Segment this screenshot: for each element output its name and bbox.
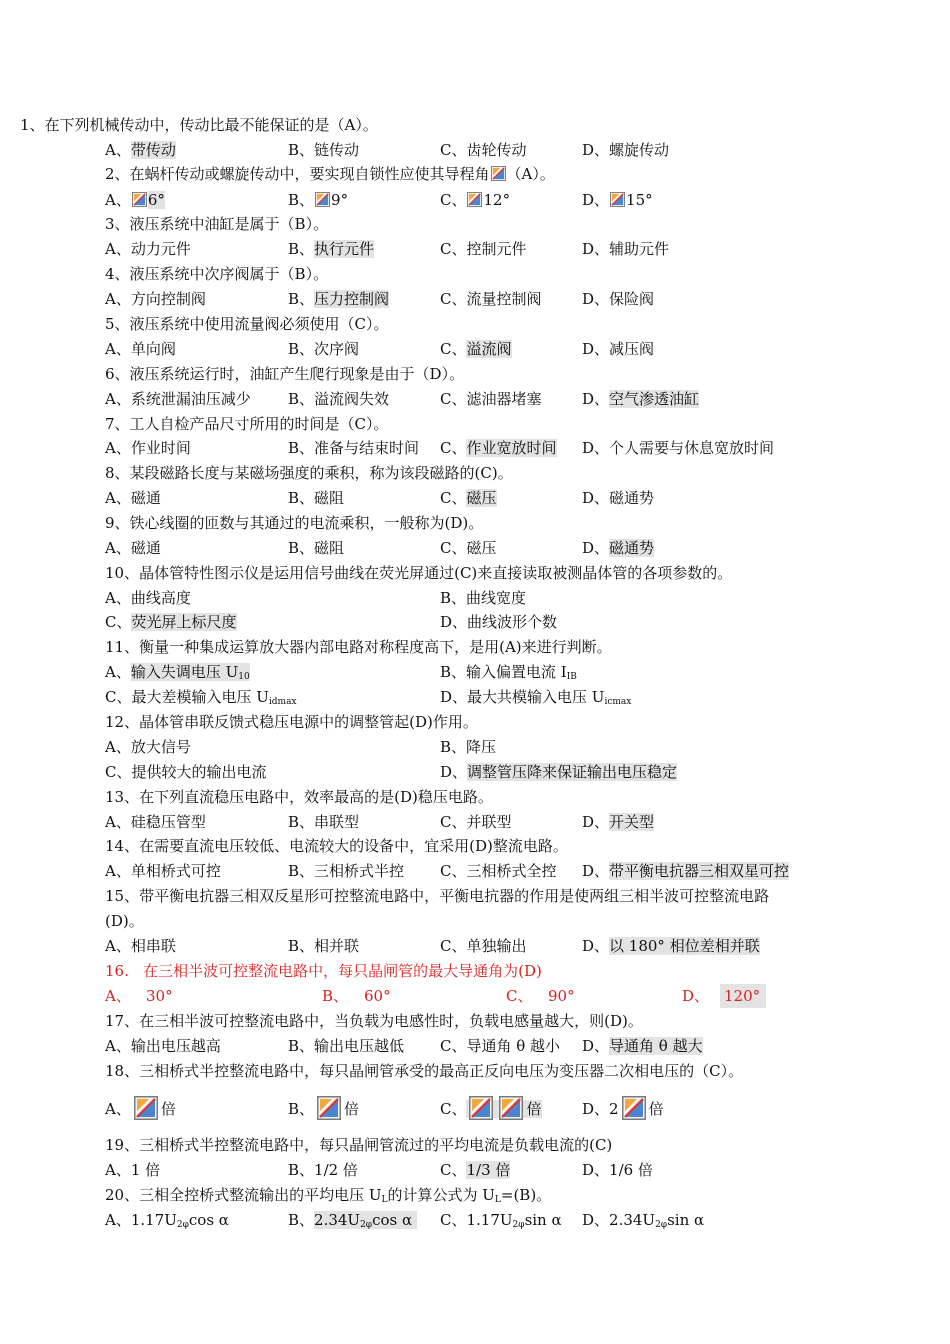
option-c: C、控制元件 [440, 240, 527, 258]
option-a: A、输入失调电压 $U_{10}$ [105, 663, 250, 682]
option-a: A、硅稳压管型 [105, 813, 206, 831]
question-stem: 4、液压系统中次序阀属于（B）。 [105, 265, 329, 283]
option-d: D、减压阀 [582, 340, 655, 358]
sqrt-formula-image-icon [132, 1096, 160, 1120]
option-a-label: A、 [105, 987, 131, 1005]
option-a: A、1 倍 [105, 1161, 161, 1179]
option-b: B、次序阀 [288, 340, 360, 358]
option-b: B、执行元件 [288, 240, 375, 258]
question-stem: 20、三相全控桥式整流输出的平均电压 $U_L$的计算公式为 $U_L=(B)$。 [105, 1186, 552, 1205]
option-c: C、三相桥式全控 [440, 862, 557, 880]
option-a: A、磁通 [105, 539, 161, 557]
option-d: D、 15° [582, 191, 653, 209]
option-b: B、压力控制阀 [288, 290, 390, 308]
option-b: B、磁阻 [288, 489, 345, 507]
option-a: A、输出电压越高 [105, 1037, 221, 1055]
option-b-value: 60° [364, 987, 391, 1005]
option-a: A、曲线高度 [105, 589, 191, 607]
option-c: C、导通角 θ 越小 [440, 1037, 561, 1055]
option-c: C、作业宽放时间 [440, 439, 557, 457]
option-c: C、并联型 [440, 813, 512, 831]
option-c: C、最大差模输入电压 $U_{idmax}$ [105, 688, 297, 707]
question-stem: 5、液压系统中使用流量阀必须使用（C）。 [105, 315, 389, 333]
option-c: C、1/3 倍 [440, 1161, 511, 1179]
option-d: D、螺旋传动 [582, 141, 670, 159]
angle-image-icon [610, 192, 625, 207]
question-stem: 19、三相桥式半控整流电路中，每只晶闸管流过的平均电流是负载电流的(C) [105, 1136, 613, 1154]
option-c: C、$1.17U_{2\varphi}\sin$ α [440, 1211, 562, 1230]
option-c: C、溢流阀 [440, 340, 512, 358]
option-c: C、 倍 [440, 1096, 542, 1122]
option-a: A、磁通 [105, 489, 161, 507]
option-d-value: 120° [720, 984, 766, 1008]
option-c: C、 12° [440, 191, 511, 209]
option-b: B、三相桥式半控 [288, 862, 405, 880]
option-c: C、齿轮传动 [440, 141, 527, 159]
option-a: A、相串联 [105, 937, 176, 955]
sqrt-formula-image-icon [620, 1096, 648, 1120]
option-d: D、以 180° 相位差相并联 [582, 937, 760, 955]
question-stem-continued: (D)。 [105, 912, 144, 930]
option-a: A、方向控制阀 [105, 290, 206, 308]
sqrt-formula-image-icon [315, 1096, 343, 1120]
option-a: A、单相桥式可控 [105, 862, 221, 880]
option-b: B、串联型 [288, 813, 360, 831]
option-d: D、2 倍 [582, 1096, 664, 1122]
option-c-value: 90° [548, 987, 575, 1005]
option-d: D、空气渗透油缸 [582, 390, 700, 408]
option-c: C、滤油器堵塞 [440, 390, 542, 408]
option-a-value: 30° [146, 987, 173, 1005]
option-d: D、曲线波形个数 [440, 613, 558, 631]
option-d: D、带平衡电抗器三相双星可控 [582, 862, 790, 880]
question-stem: 10、晶体管特性图示仪是运用信号曲线在荧光屏通过(C)来直接读取被测晶体管的各项参数的。 [105, 564, 733, 582]
option-b: B、磁阻 [288, 539, 345, 557]
option-a-answer: 带传动 [130, 141, 176, 159]
option-d: D、开关型 [582, 813, 655, 831]
question-stem: 16. 在三相半波可控整流电路中，每只晶闸管的最大导通角为(D) [105, 962, 542, 980]
option-b: B、 9° [288, 191, 349, 209]
question-stem: 13、在下列直流稳压电路中，效率最高的是(D)稳压电路。 [105, 788, 493, 806]
angle-image-icon [315, 192, 330, 207]
option-d: D、辅助元件 [582, 240, 670, 258]
option-c: C、磁压 [440, 489, 497, 507]
option-a: A、 倍 [105, 1096, 176, 1122]
option-d: D、导通角 θ 越大 [582, 1037, 703, 1055]
question-stem: 15、带平衡电抗器三相双反星形可控整流电路中，平衡电抗器的作用是使两组三相半波可控整流电路 [105, 887, 770, 905]
option-a: A、系统泄漏油压减少 [105, 390, 251, 408]
option-b: B、准备与结束时间 [288, 439, 420, 457]
question-stem: 14、在需要直流电压较低、电流较大的设备中，宜采用(D)整流电路。 [105, 837, 568, 855]
option-a: A、 6° [105, 191, 165, 209]
option-a: A、动力元件 [105, 240, 191, 258]
option-b: B、曲线宽度 [440, 589, 527, 607]
option-b: B、输入偏置电流 $I_{IB}$ [440, 663, 577, 682]
option-c: C、提供较大的输出电流 [105, 763, 267, 781]
question-stem: 3、液压系统中油缸是属于（B）。 [105, 215, 329, 233]
question-stem: 1、在下列机械传动中，传动比最不能保证的是（A）。 [20, 116, 378, 134]
option-b: B、溢流阀失效 [288, 390, 390, 408]
question-stem: 9、铁心线圈的匝数与其通过的电流乘积，一般称为(D)。 [105, 514, 484, 532]
angle-image-icon [467, 192, 482, 207]
option-d: D、1/6 倍 [582, 1161, 653, 1179]
option-d: D、磁通势 [582, 539, 655, 557]
question-stem: 8、某段磁路长度与某磁场强度的乘积，称为该段磁路的(C)。 [105, 464, 513, 482]
option-d: D、最大共模输入电压 $U_{icmax}$ [440, 688, 632, 707]
question-stem: 7、工人自检产品尺寸所用的时间是（C）。 [105, 415, 389, 433]
option-a: A、$1.17U_{2\varphi}\cos$ α [105, 1211, 229, 1230]
option-b: B、1/2 倍 [288, 1161, 358, 1179]
option-c: C、磁压 [440, 539, 497, 557]
lead-angle-image-icon [491, 166, 506, 181]
option-b: B、降压 [440, 738, 497, 756]
option-a-label: A、 [105, 141, 131, 159]
option-b: B、输出电压越低 [288, 1037, 405, 1055]
option-b: B、链传动 [288, 141, 360, 159]
option-c: C、单独输出 [440, 937, 527, 955]
question-stem: 2、在蜗杆传动或螺旋传动中，要实现自锁性应使其导程角 （A）。 [105, 165, 555, 183]
option-d: D、磁通势 [582, 489, 655, 507]
option-b: B、 倍 [288, 1096, 359, 1122]
option-a: A、单向阀 [105, 340, 176, 358]
option-d-label: D、 [682, 987, 710, 1005]
question-stem: 11、衡量一种集成运算放大器内部电路对称程度高下，是用(A)来进行判断。 [105, 638, 612, 656]
question-stem: 6、液压系统运行时，油缸产生爬行现象是由于（D）。 [105, 365, 465, 383]
option-c-label: C、 [506, 987, 533, 1005]
question-stem: 17、在三相半波可控整流电路中，当负载为电感性时，负载电感量越大，则(D)。 [105, 1012, 643, 1030]
sqrt-formula-image-icon [497, 1096, 525, 1120]
option-b-label: B、 [322, 987, 349, 1005]
option-c: C、荧光屏上标尺度 [105, 613, 237, 631]
question-stem: 18、三相桥式半控整流电路中，每只晶闸管承受的最高正反向电压为变压器二次相电压的（C）。 [105, 1062, 744, 1080]
option-d: D、$2.34U_{2\varphi}\sin$ α [582, 1211, 705, 1230]
option-d: D、调整管压降来保证输出电压稳定 [440, 763, 678, 781]
angle-image-icon [132, 192, 147, 207]
option-a: A、作业时间 [105, 439, 191, 457]
option-d: D、个人需要与休息宽放时间 [582, 439, 775, 457]
option-a: A、放大信号 [105, 738, 191, 756]
option-d: D、保险阀 [582, 290, 655, 308]
question-stem: 12、晶体管串联反馈式稳压电源中的调整管起(D)作用。 [105, 713, 478, 731]
option-b: B、相并联 [288, 937, 360, 955]
sqrt-formula-image-icon [467, 1096, 495, 1120]
option-c: C、流量控制阀 [440, 290, 542, 308]
option-b: B、$2.34U_{2\varphi}\cos$ α [288, 1208, 417, 1237]
